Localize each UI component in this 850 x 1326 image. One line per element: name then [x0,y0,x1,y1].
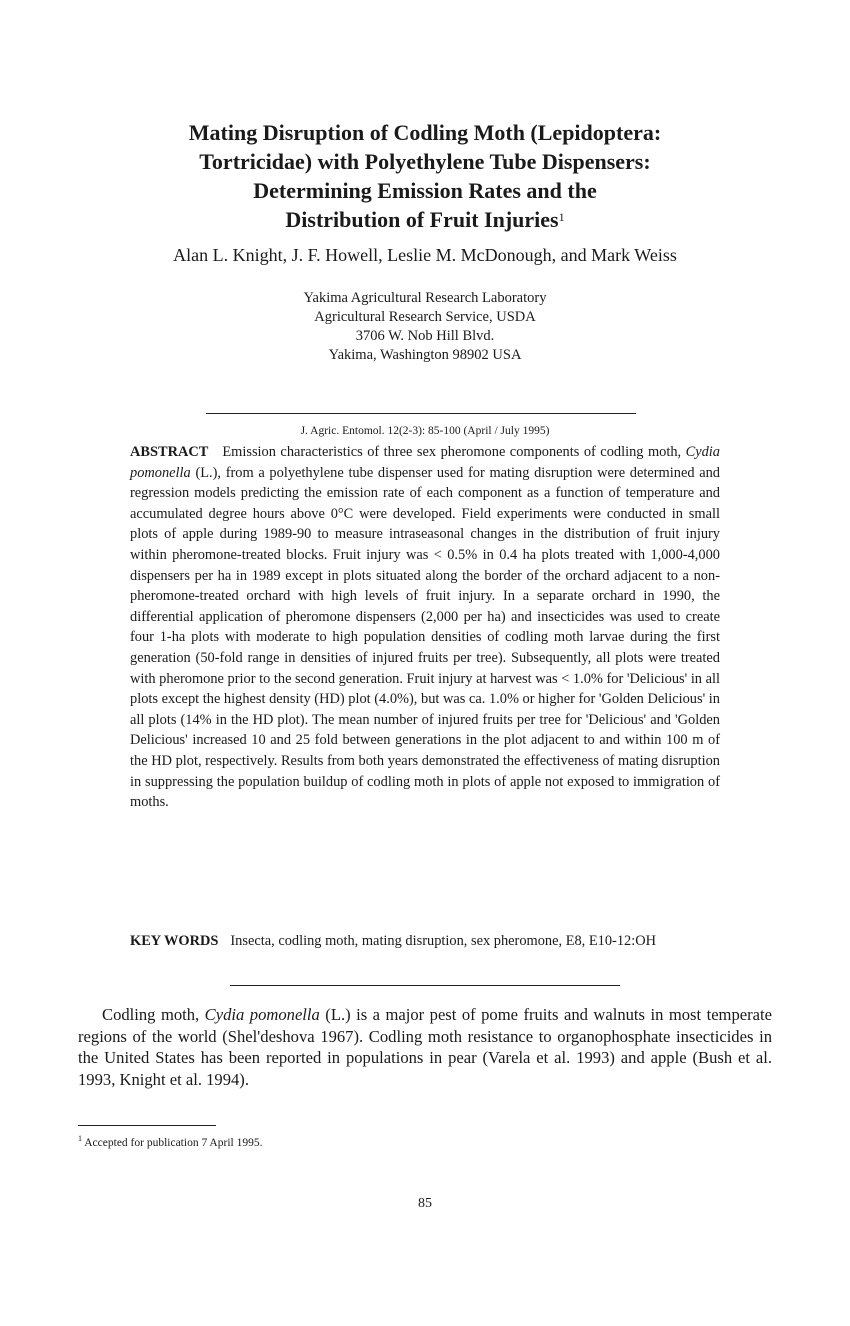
author-list: Alan L. Knight, J. F. Howell, Leslie M. McDonough, and Mark Weiss [173,245,677,265]
body-text-part: Codling moth, [102,1005,205,1024]
affiliation-line: 3706 W. Nob Hill Blvd. [355,328,495,344]
title-footnote-marker: 1 [558,210,565,224]
page-number: 85 [418,1196,432,1211]
key-words-text: Insecta, codling moth, mating disruption, sex pheromone, E8, E10-12:OH [230,933,657,949]
abstract [130,442,720,813]
footnote-text: Accepted for publication 7 April 1995. [84,1136,263,1149]
journal-citation: J. Agric. Entomol. 12(2-3): 85-100 (April / July 1995) [300,425,550,437]
body-paragraph [78,1004,772,1090]
title-line: Mating Disruption of Codling Moth (Lepidoptera: [188,120,662,145]
key-words-heading: KEY WORDS [130,933,219,949]
footnote [78,1134,578,1149]
footnote-marker: 1 [78,1134,82,1143]
title-line-text: Distribution of Fruit Injuries [285,207,559,232]
affiliation-line: Yakima, Washington 98902 USA [328,347,522,363]
key-words [130,931,720,951]
species-name: Cydia pomonella [130,444,720,481]
affiliation-line: Yakima Agricultural Research Laboratory [303,290,547,306]
abstract-divider [230,985,620,986]
affiliation-line: Agricultural Research Service, USDA [314,309,536,325]
body-text-part: (L.) is a major pest of pome fruits and walnuts in most temperate regions of the world (Shel'deshova 1967). Codling moth resistance to organophosphate insecticides in the United States has been reported in populations in pear (Varela et al. 1993) and apple (Bush et al. 1993, Knight et al. 1994). [78,1005,772,1089]
footnote-divider [78,1125,216,1126]
title-line [80,205,770,234]
paper-title [80,118,770,234]
abstract-text-part: Emission characteristics of three sex pheromone components of codling moth, [222,444,686,460]
abstract-heading: ABSTRACT [130,444,209,460]
top-divider [206,413,636,414]
title-line: Determining Emission Rates and the [253,178,597,203]
species-name: Cydia pomonella [204,1005,320,1024]
affiliation [200,289,650,365]
title-line: Tortricidae) with Polyethylene Tube Dispensers: [199,149,651,174]
abstract-text-part: (L.), from a polyethylene tube dispenser used for mating disruption were determined and regression models predicting the emission rate of each component as a function of temperature and accumulated degree hours above 0°C were developed. Field experiments were conducted in small plots of apple during 1989-90 to measure intraseasonal changes in the distribution of fruit injury within pheromone-treated blocks. Fruit injury was < 0.5% in 0.4 ha plots treated with 1,000-4,000 dispensers per ha in 1989 except in plots situated along the border of the orchard adjacent to a non-pheromone-treated orchard with high levels of fruit injury. In a separate orchard in 1990, the differential application of pheromone dispensers (2,000 per ha) and insecticides was used to create four 1-ha plots with moderate to high population densities of codling moth larvae during the first generation (50-fold range in densities of injured fruits per tree). Subsequently, all plots were treated with pheromone prior to the second generation. Fruit injury at harvest was < 1.0% for 'Delicious' in all plots except the highest density (HD) plot (4.0%), but was ca. 1.0% or higher for 'Golden Delicious' in all plots (14% in the HD plot). The mean number of injured fruits per tree for 'Delicious' and 'Golden Delicious' increased 10 and 25 fold between generations in the plot adjacent to and within 100 m of the HD plot, respectively. Results from both years demonstrated the effectiveness of mating disruption in suppressing the population buildup of codling moth in plots of apple not exposed to immigration of moths. [130,464,720,811]
